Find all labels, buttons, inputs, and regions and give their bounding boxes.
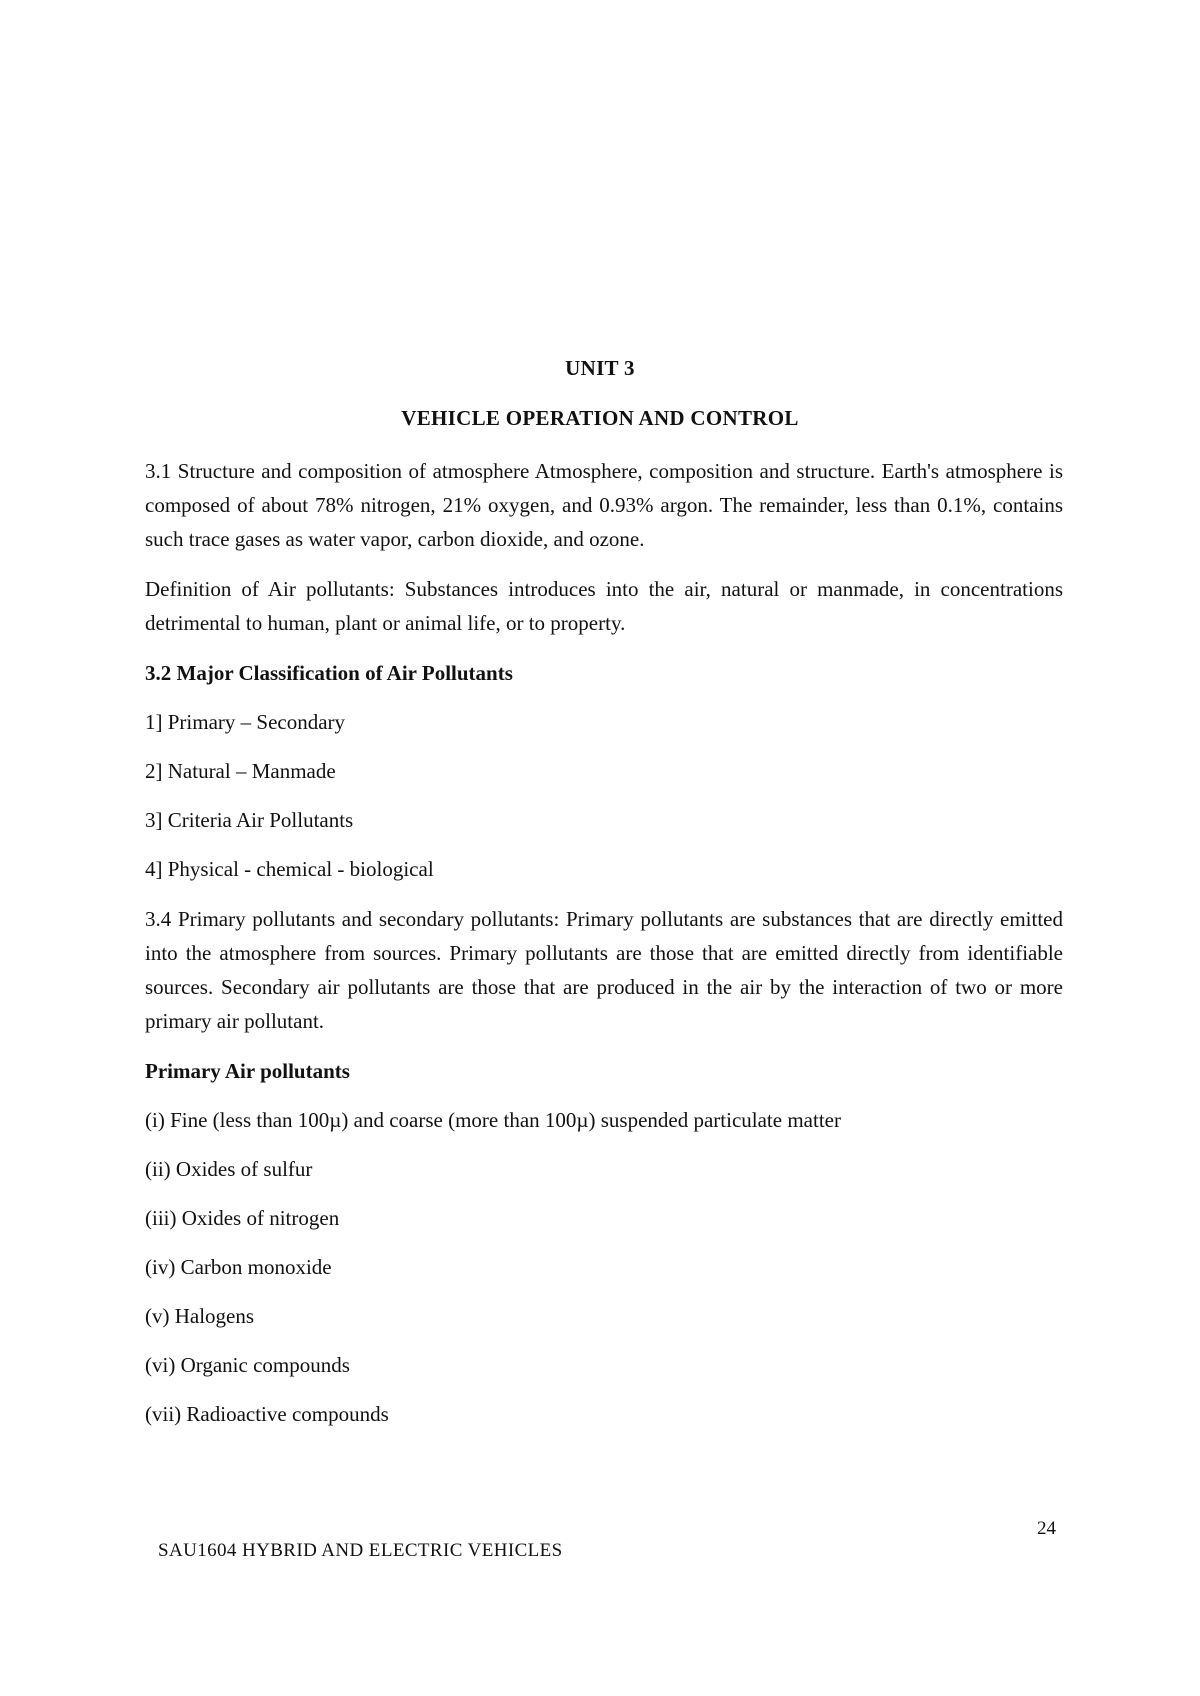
classification-item-3: 3] Criteria Air Pollutants [145,808,354,832]
primary-pollutant-item-6: (vi) Organic compounds [145,1353,350,1377]
page-title: VEHICLE OPERATION AND CONTROL [401,406,799,430]
primary-pollutants-heading: Primary Air pollutants [145,1059,350,1083]
unit-title: UNIT 3 [565,356,635,380]
primary-pollutant-item-4: (iv) Carbon monoxide [145,1255,332,1279]
classification-item-1: 1] Primary – Secondary [145,710,346,734]
primary-pollutant-item-5: (v) Halogens [145,1304,255,1328]
document-body [145,454,1063,1431]
intro-paragraph: 3.1 Structure and composition of atmosphere Atmosphere, composition and structure. Earth's atmosphere is composed of about 78% nitrogen, 21% oxygen, and 0.93% argon. The remainder, less than 0.1%, contains such trace gases as water vapor, carbon dioxide, and ozone. [145,459,1063,551]
primary-pollutant-item-1: (i) Fine (less than 100µ) and coarse (more than 100µ) suspended particulate matter [145,1108,841,1132]
classification-item-4: 4] Physical - chemical - biological [145,857,434,881]
primary-pollutant-item-7: (vii) Radioactive compounds [145,1402,389,1426]
primary-secondary-paragraph: 3.4 Primary pollutants and secondary pollutants: Primary pollutants are substances that are directly emitted into the atmosphere from sources. Primary pollutants are those that are emitted directly from identifiable sources. Secondary air pollutants are those that are produced in the air by the interaction of two or more primary air pollutant. [145,907,1063,1033]
footer-course-title: SAU1604 HYBRID AND ELECTRIC VEHICLES [158,1540,563,1561]
definition-paragraph: Definition of Air pollutants: Substances introduces into the air, natural or manmade, in concentrations detrimental to human, plant or animal life, or to property. [145,577,1063,635]
primary-pollutant-item-3: (iii) Oxides of nitrogen [145,1206,340,1230]
primary-pollutant-item-2: (ii) Oxides of sulfur [145,1157,313,1181]
page-number: 24 [1037,1518,1056,1539]
classification-item-2: 2] Natural – Manmade [145,759,336,783]
classification-heading: 3.2 Major Classification of Air Pollutants [145,661,513,685]
